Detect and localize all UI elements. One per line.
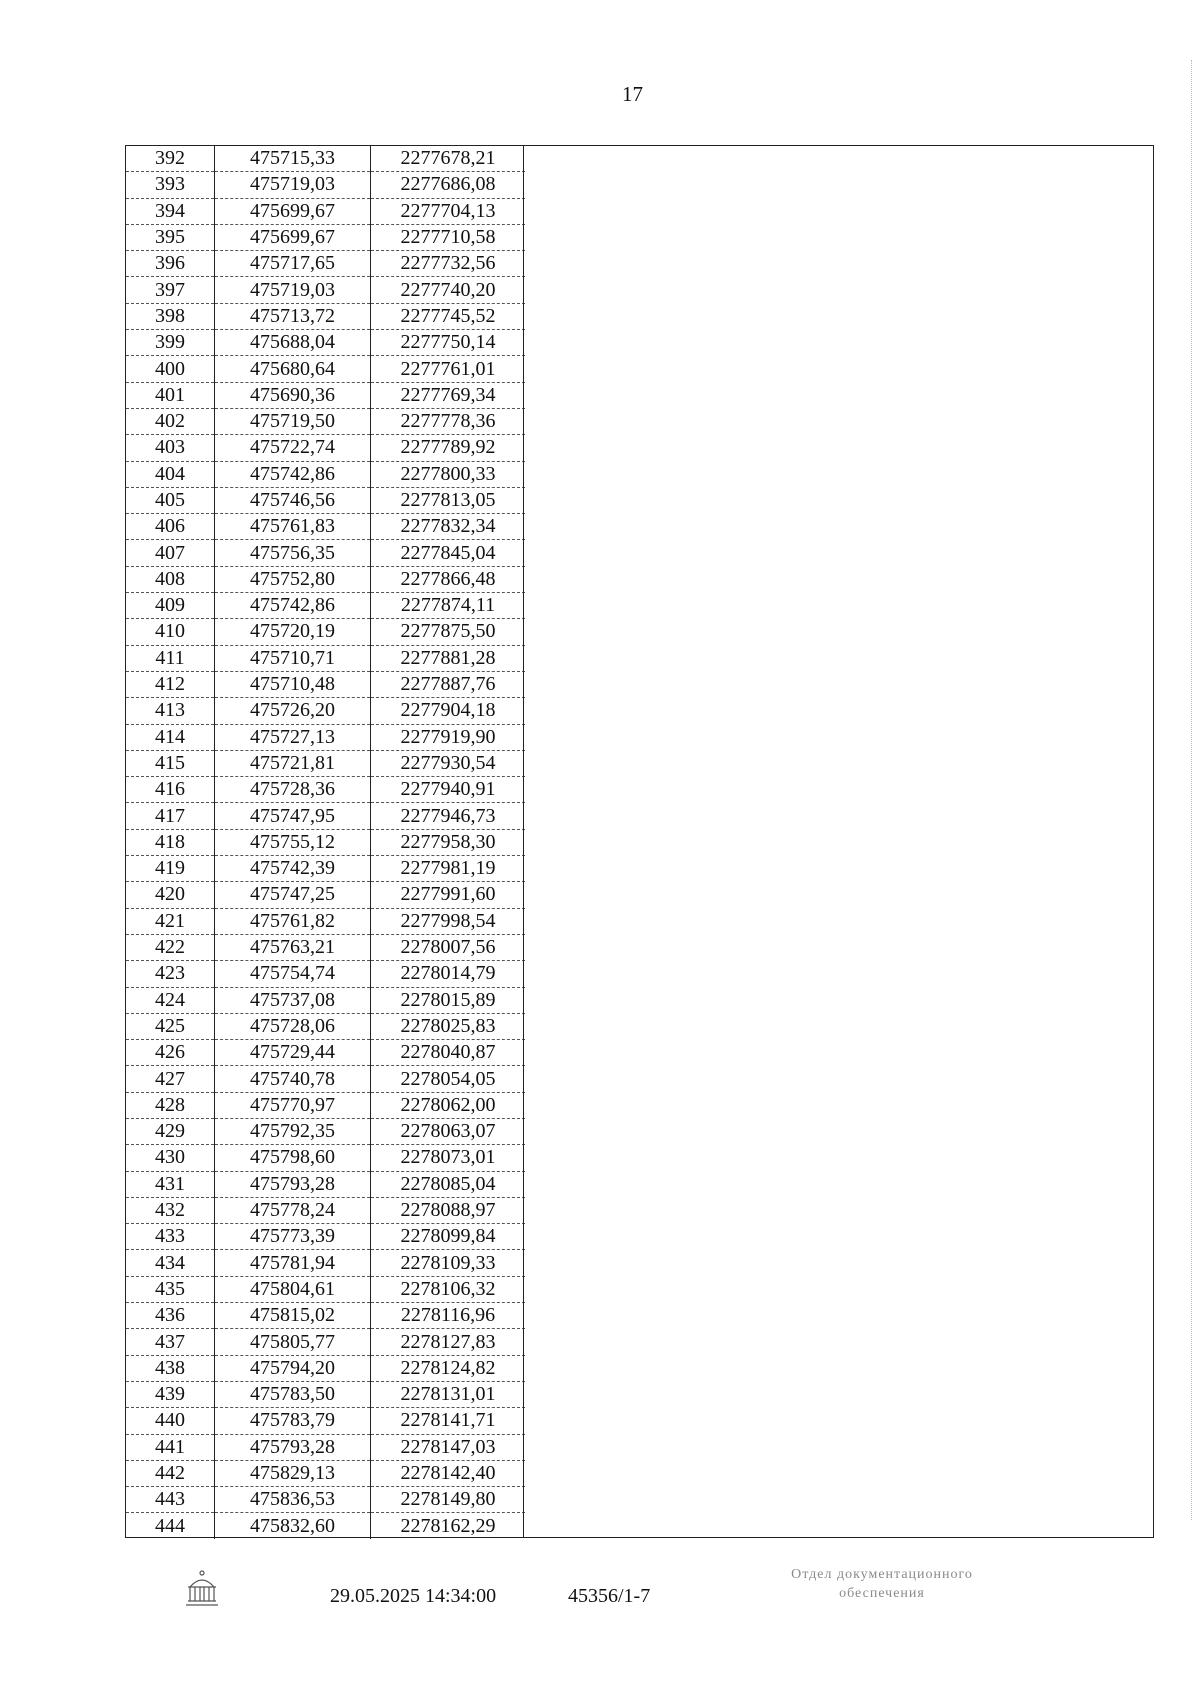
x-coordinate-cell: 475747,25 xyxy=(215,882,371,908)
x-coordinate-cell: 475740,78 xyxy=(215,1066,371,1092)
x-coordinate-cell: 475699,67 xyxy=(215,224,371,250)
stamp-line-2: обеспечения xyxy=(839,1586,925,1601)
x-coordinate-cell: 475763,21 xyxy=(215,934,371,960)
x-coordinate-cell: 475729,44 xyxy=(215,1040,371,1066)
table-row xyxy=(126,1171,525,1197)
table-row xyxy=(126,566,525,592)
x-coordinate-cell: 475770,97 xyxy=(215,1092,371,1118)
y-coordinate-cell: 2277740,20 xyxy=(371,277,526,303)
table-row xyxy=(126,1224,525,1250)
point-number-cell: 407 xyxy=(126,540,215,566)
point-number-cell: 405 xyxy=(126,487,215,513)
table-row xyxy=(126,356,525,382)
table-row xyxy=(126,540,525,566)
point-number-cell: 424 xyxy=(126,987,215,1013)
y-coordinate-cell: 2277800,33 xyxy=(371,461,526,487)
y-coordinate-cell: 2277998,54 xyxy=(371,908,526,934)
x-coordinate-cell: 475798,60 xyxy=(215,1145,371,1171)
y-coordinate-cell: 2277881,28 xyxy=(371,645,526,671)
y-coordinate-cell: 2278085,04 xyxy=(371,1171,526,1197)
table-row xyxy=(126,829,525,855)
x-coordinate-cell: 475783,50 xyxy=(215,1381,371,1407)
y-coordinate-cell: 2278063,07 xyxy=(371,1118,526,1144)
x-coordinate-cell: 475710,48 xyxy=(215,671,371,697)
point-number-cell: 399 xyxy=(126,330,215,356)
point-number-cell: 398 xyxy=(126,303,215,329)
y-coordinate-cell: 2277732,56 xyxy=(371,251,526,277)
y-coordinate-cell: 2277866,48 xyxy=(371,566,526,592)
x-coordinate-cell: 475742,39 xyxy=(215,856,371,882)
x-coordinate-cell: 475781,94 xyxy=(215,1250,371,1276)
y-coordinate-cell: 2278054,05 xyxy=(371,1066,526,1092)
x-coordinate-cell: 475815,02 xyxy=(215,1303,371,1329)
x-coordinate-cell: 475754,74 xyxy=(215,961,371,987)
x-coordinate-cell: 475755,12 xyxy=(215,829,371,855)
y-coordinate-cell: 2277904,18 xyxy=(371,698,526,724)
y-coordinate-cell: 2278025,83 xyxy=(371,1013,526,1039)
x-coordinate-cell: 475717,65 xyxy=(215,251,371,277)
y-coordinate-cell: 2278131,01 xyxy=(371,1381,526,1407)
x-coordinate-cell: 475805,77 xyxy=(215,1329,371,1355)
x-coordinate-cell: 475783,79 xyxy=(215,1408,371,1434)
table-row xyxy=(126,1197,525,1223)
x-coordinate-cell: 475719,50 xyxy=(215,408,371,434)
point-number-cell: 444 xyxy=(126,1513,215,1539)
point-number-cell: 428 xyxy=(126,1092,215,1118)
y-coordinate-cell: 2277686,08 xyxy=(371,172,526,198)
table-row xyxy=(126,1355,525,1381)
y-coordinate-cell: 2277919,90 xyxy=(371,724,526,750)
x-coordinate-cell: 475719,03 xyxy=(215,172,371,198)
y-coordinate-cell: 2278141,71 xyxy=(371,1408,526,1434)
point-number-cell: 430 xyxy=(126,1145,215,1171)
y-coordinate-cell: 2277875,50 xyxy=(371,619,526,645)
table-row xyxy=(126,671,525,697)
y-coordinate-cell: 2277813,05 xyxy=(371,487,526,513)
table-row xyxy=(126,487,525,513)
x-coordinate-cell: 475793,28 xyxy=(215,1171,371,1197)
x-coordinate-cell: 475690,36 xyxy=(215,382,371,408)
coordinates-table-frame xyxy=(125,145,1154,1538)
table-row xyxy=(126,1276,525,1302)
table-row xyxy=(126,1066,525,1092)
point-number-cell: 394 xyxy=(126,198,215,224)
x-coordinate-cell: 475829,13 xyxy=(215,1460,371,1486)
footer-document-number: 45356/1-7 xyxy=(568,1585,651,1607)
point-number-cell: 413 xyxy=(126,698,215,724)
footer-datetime: 29.05.2025 14:34:00 xyxy=(330,1585,497,1607)
y-coordinate-cell: 2277946,73 xyxy=(371,803,526,829)
x-coordinate-cell: 475832,60 xyxy=(215,1513,371,1539)
y-coordinate-cell: 2277761,01 xyxy=(371,356,526,382)
y-coordinate-cell: 2278099,84 xyxy=(371,1224,526,1250)
table-row xyxy=(126,777,525,803)
point-number-cell: 443 xyxy=(126,1487,215,1513)
point-number-cell: 426 xyxy=(126,1040,215,1066)
table-row xyxy=(126,330,525,356)
point-number-cell: 401 xyxy=(126,382,215,408)
x-coordinate-cell: 475778,24 xyxy=(215,1197,371,1223)
table-row xyxy=(126,408,525,434)
point-number-cell: 402 xyxy=(126,408,215,434)
x-coordinate-cell: 475728,06 xyxy=(215,1013,371,1039)
x-coordinate-cell: 475761,83 xyxy=(215,514,371,540)
y-coordinate-cell: 2277845,04 xyxy=(371,540,526,566)
y-coordinate-cell: 2278014,79 xyxy=(371,961,526,987)
point-number-cell: 411 xyxy=(126,645,215,671)
coordinates-table-body xyxy=(126,146,525,1539)
table-row xyxy=(126,803,525,829)
table-row xyxy=(126,1250,525,1276)
y-coordinate-cell: 2277832,34 xyxy=(371,514,526,540)
table-row xyxy=(126,1013,525,1039)
point-number-cell: 436 xyxy=(126,1303,215,1329)
x-coordinate-cell: 475792,35 xyxy=(215,1118,371,1144)
point-number-cell: 412 xyxy=(126,671,215,697)
table-row xyxy=(126,750,525,776)
y-coordinate-cell: 2277874,11 xyxy=(371,593,526,619)
y-coordinate-cell: 2277930,54 xyxy=(371,750,526,776)
table-row xyxy=(126,251,525,277)
point-number-cell: 429 xyxy=(126,1118,215,1144)
table-row xyxy=(126,1513,525,1539)
point-number-cell: 420 xyxy=(126,882,215,908)
x-coordinate-cell: 475713,72 xyxy=(215,303,371,329)
x-coordinate-cell: 475699,67 xyxy=(215,198,371,224)
point-number-cell: 414 xyxy=(126,724,215,750)
table-row xyxy=(126,1040,525,1066)
table-row xyxy=(126,593,525,619)
scan-edge-marks xyxy=(1191,60,1200,1520)
x-coordinate-cell: 475688,04 xyxy=(215,330,371,356)
building-seal-icon xyxy=(180,1565,224,1609)
point-number-cell: 425 xyxy=(126,1013,215,1039)
point-number-cell: 432 xyxy=(126,1197,215,1223)
table-row xyxy=(126,198,525,224)
y-coordinate-cell: 2278062,00 xyxy=(371,1092,526,1118)
point-number-cell: 437 xyxy=(126,1329,215,1355)
y-coordinate-cell: 2277940,91 xyxy=(371,777,526,803)
point-number-cell: 417 xyxy=(126,803,215,829)
y-coordinate-cell: 2277745,52 xyxy=(371,303,526,329)
x-coordinate-cell: 475737,08 xyxy=(215,987,371,1013)
point-number-cell: 404 xyxy=(126,461,215,487)
x-coordinate-cell: 475727,13 xyxy=(215,724,371,750)
x-coordinate-cell: 475720,19 xyxy=(215,619,371,645)
y-coordinate-cell: 2278106,32 xyxy=(371,1276,526,1302)
y-coordinate-cell: 2278116,96 xyxy=(371,1303,526,1329)
x-coordinate-cell: 475794,20 xyxy=(215,1355,371,1381)
point-number-cell: 421 xyxy=(126,908,215,934)
table-row xyxy=(126,172,525,198)
table-row xyxy=(126,514,525,540)
y-coordinate-cell: 2278007,56 xyxy=(371,934,526,960)
point-number-cell: 392 xyxy=(126,146,215,172)
point-number-cell: 439 xyxy=(126,1381,215,1407)
x-coordinate-cell: 475752,80 xyxy=(215,566,371,592)
point-number-cell: 427 xyxy=(126,1066,215,1092)
y-coordinate-cell: 2278109,33 xyxy=(371,1250,526,1276)
x-coordinate-cell: 475773,39 xyxy=(215,1224,371,1250)
x-coordinate-cell: 475742,86 xyxy=(215,593,371,619)
table-row xyxy=(126,303,525,329)
point-number-cell: 442 xyxy=(126,1460,215,1486)
point-number-cell: 409 xyxy=(126,593,215,619)
x-coordinate-cell: 475747,95 xyxy=(215,803,371,829)
table-row xyxy=(126,1460,525,1486)
y-coordinate-cell: 2277958,30 xyxy=(371,829,526,855)
table-row xyxy=(126,1434,525,1460)
y-coordinate-cell: 2277704,13 xyxy=(371,198,526,224)
stamp-line-1: Отдел документационного xyxy=(791,1567,973,1582)
y-coordinate-cell: 2277710,58 xyxy=(371,224,526,250)
page-number: 17 xyxy=(622,82,643,106)
y-coordinate-cell: 2278127,83 xyxy=(371,1329,526,1355)
x-coordinate-cell: 475761,82 xyxy=(215,908,371,934)
department-stamp xyxy=(742,1565,1022,1603)
point-number-cell: 397 xyxy=(126,277,215,303)
coordinates-table xyxy=(126,146,525,1539)
y-coordinate-cell: 2278073,01 xyxy=(371,1145,526,1171)
table-row xyxy=(126,698,525,724)
y-coordinate-cell: 2278147,03 xyxy=(371,1434,526,1460)
x-coordinate-cell: 475721,81 xyxy=(215,750,371,776)
table-row xyxy=(126,1487,525,1513)
table-row xyxy=(126,619,525,645)
table-row xyxy=(126,856,525,882)
point-number-cell: 431 xyxy=(126,1171,215,1197)
y-coordinate-cell: 2277678,21 xyxy=(371,146,526,172)
point-number-cell: 416 xyxy=(126,777,215,803)
y-coordinate-cell: 2277789,92 xyxy=(371,435,526,461)
table-row xyxy=(126,1329,525,1355)
x-coordinate-cell: 475746,56 xyxy=(215,487,371,513)
table-row xyxy=(126,435,525,461)
y-coordinate-cell: 2278040,87 xyxy=(371,1040,526,1066)
point-number-cell: 418 xyxy=(126,829,215,855)
point-number-cell: 423 xyxy=(126,961,215,987)
table-row xyxy=(126,1092,525,1118)
x-coordinate-cell: 475710,71 xyxy=(215,645,371,671)
y-coordinate-cell: 2277769,34 xyxy=(371,382,526,408)
table-row xyxy=(126,908,525,934)
point-number-cell: 434 xyxy=(126,1250,215,1276)
x-coordinate-cell: 475680,64 xyxy=(215,356,371,382)
x-coordinate-cell: 475804,61 xyxy=(215,1276,371,1302)
x-coordinate-cell: 475728,36 xyxy=(215,777,371,803)
table-row xyxy=(126,645,525,671)
point-number-cell: 408 xyxy=(126,566,215,592)
point-number-cell: 393 xyxy=(126,172,215,198)
x-coordinate-cell: 475742,86 xyxy=(215,461,371,487)
table-row xyxy=(126,1408,525,1434)
y-coordinate-cell: 2278149,80 xyxy=(371,1487,526,1513)
empty-right-panel xyxy=(523,145,1154,1538)
table-row xyxy=(126,1145,525,1171)
point-number-cell: 422 xyxy=(126,934,215,960)
point-number-cell: 440 xyxy=(126,1408,215,1434)
table-row xyxy=(126,382,525,408)
y-coordinate-cell: 2278124,82 xyxy=(371,1355,526,1381)
y-coordinate-cell: 2277778,36 xyxy=(371,408,526,434)
table-row xyxy=(126,987,525,1013)
table-row xyxy=(126,724,525,750)
table-row xyxy=(126,146,525,172)
table-row xyxy=(126,461,525,487)
y-coordinate-cell: 2278015,89 xyxy=(371,987,526,1013)
point-number-cell: 433 xyxy=(126,1224,215,1250)
point-number-cell: 410 xyxy=(126,619,215,645)
x-coordinate-cell: 475726,20 xyxy=(215,698,371,724)
x-coordinate-cell: 475756,35 xyxy=(215,540,371,566)
y-coordinate-cell: 2277991,60 xyxy=(371,882,526,908)
table-row xyxy=(126,1118,525,1144)
table-row xyxy=(126,1381,525,1407)
y-coordinate-cell: 2277981,19 xyxy=(371,856,526,882)
point-number-cell: 419 xyxy=(126,856,215,882)
x-coordinate-cell: 475715,33 xyxy=(215,146,371,172)
table-row xyxy=(126,224,525,250)
point-number-cell: 435 xyxy=(126,1276,215,1302)
point-number-cell: 403 xyxy=(126,435,215,461)
x-coordinate-cell: 475793,28 xyxy=(215,1434,371,1460)
table-row xyxy=(126,882,525,908)
table-row xyxy=(126,277,525,303)
x-coordinate-cell: 475719,03 xyxy=(215,277,371,303)
point-number-cell: 395 xyxy=(126,224,215,250)
point-number-cell: 400 xyxy=(126,356,215,382)
y-coordinate-cell: 2277887,76 xyxy=(371,671,526,697)
table-row xyxy=(126,1303,525,1329)
table-row xyxy=(126,934,525,960)
point-number-cell: 415 xyxy=(126,750,215,776)
point-number-cell: 438 xyxy=(126,1355,215,1381)
table-row xyxy=(126,961,525,987)
point-number-cell: 396 xyxy=(126,251,215,277)
y-coordinate-cell: 2277750,14 xyxy=(371,330,526,356)
point-number-cell: 406 xyxy=(126,514,215,540)
y-coordinate-cell: 2278142,40 xyxy=(371,1460,526,1486)
point-number-cell: 441 xyxy=(126,1434,215,1460)
y-coordinate-cell: 2278162,29 xyxy=(400,1514,496,1537)
x-coordinate-cell: 475722,74 xyxy=(215,435,371,461)
x-coordinate-cell: 475836,53 xyxy=(215,1487,371,1513)
y-coordinate-cell: 2278088,97 xyxy=(371,1197,526,1223)
